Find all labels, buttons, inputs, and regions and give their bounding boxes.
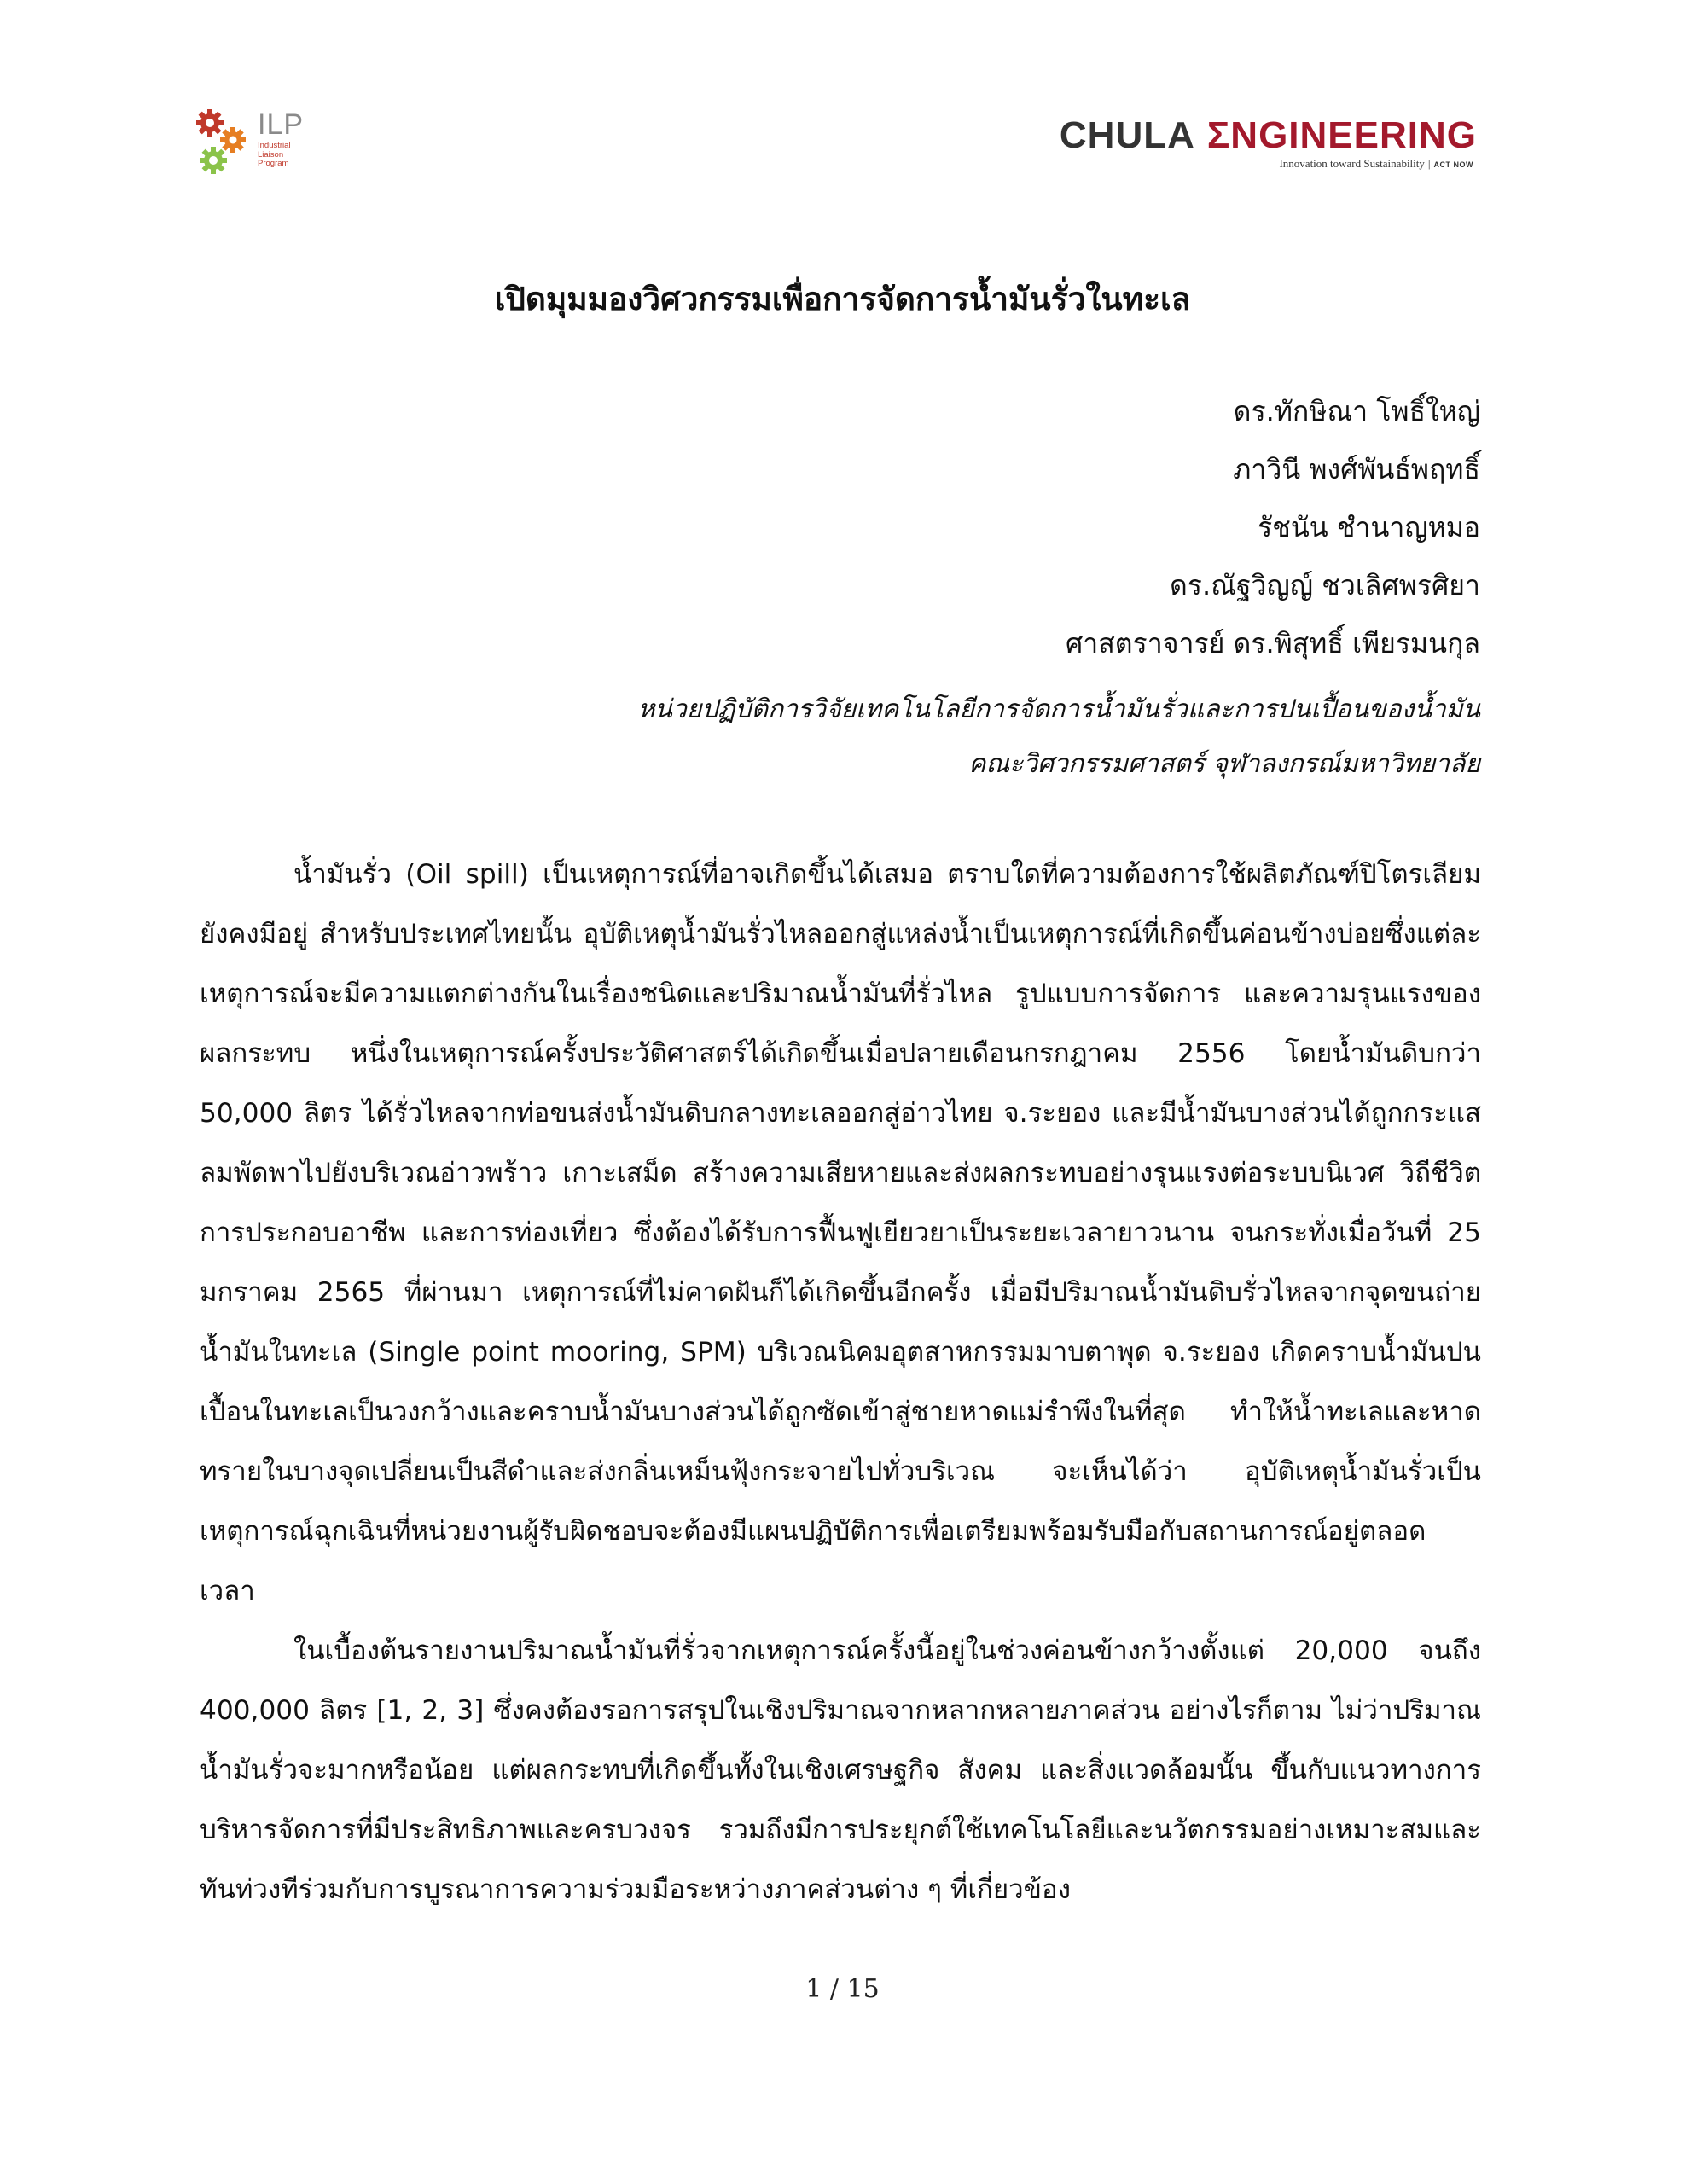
ilp-acronym: ILP [258, 108, 305, 141]
author-name: ศาสตราจารย์ ดร.พิสุทธิ์ เพียรมนกุล [1065, 627, 1480, 659]
tagline-separator: | [1427, 157, 1431, 170]
chula-word-part1: CHULA [1059, 114, 1195, 156]
chula-tagline [1016, 157, 1477, 171]
ilp-text [258, 109, 304, 169]
chula-wordmark [1016, 116, 1477, 155]
affiliation-line: คณะวิศวกรรมศาสตร์ จุฬาลงกรณ์มหาวิทยาลัย [968, 749, 1480, 779]
chula-engineering-logo [1016, 116, 1477, 176]
ilp-line: Industrial [258, 141, 291, 150]
author-name: ดร.ณัฐวิญญ์ ชวเลิศพรศิยา [1169, 569, 1480, 601]
affiliation-line: หน่วยปฏิบัติการวิจัยเทคโนโลยีการจัดการน้ำมันรั่วและการปนเปื้อนของน้ำมัน [637, 694, 1480, 724]
affiliation [638, 682, 1480, 792]
chula-word-part2: ΣNGINEERING [1206, 114, 1477, 156]
paragraph: ในเบื้องต้นรายงานปริมาณน้ำมันที่รั่วจากเหตุการณ์ครั้งนี้อยู่ในช่วงค่อนข้างกว้างตั้งแต่ 20,000 จนถึง 400,000 ลิตร [1, 2, 3] ซึ่งคงต้องรอการสรุปในเชิงปริมาณจากหลากหลายภาคส่วน อย่างไรก็ตาม ไม่ว่าปริมาณน้ำมันรั่วจะมากหรือน้อย แต่ผลกระทบที่เกิดขึ้นทั้งในเชิงเศรษฐกิจ สังคม และสิ่งแวดล้อมนั้น ขึ้นกับแนวทางการบริหารจัดการที่มีประสิทธิภาพและครบวงจร รวมถึงมีการประยุกต์ใช้เทคโนโลยีและนวัตกรรมอย่างเหมาะสมและทันท่วงทีร่วมกับการบูรณาการความร่วมมือระหว่างภาคส่วนต่าง ๆ ที่เกี่ยวข้อง [200, 1635, 1481, 1905]
ilp-line: Program [258, 159, 289, 168]
author-name: ดร.ทักษิณา โพธิ์ใหญ่ [1233, 395, 1480, 427]
author-name: ภาวินี พงศ์พันธ์พฤทธิ์ [1233, 453, 1480, 485]
ilp-full-name [258, 142, 304, 169]
document-title: เปิดมุมมองวิศวกรรมเพื่อการจัดการน้ำมันรั่วในทะเล [494, 281, 1191, 317]
act-now-badge: ACT NOW [1433, 160, 1473, 169]
page-number: 1 / 15 [805, 1974, 880, 2004]
tagline-text: Innovation toward Sustainability [1279, 157, 1425, 170]
ilp-line: Liaison [258, 149, 284, 160]
body-text [200, 845, 1481, 1920]
author-name: รัชนัน ชำนาญหมอ [1257, 511, 1480, 543]
gears-icon [195, 109, 254, 179]
ilp-logo [195, 109, 331, 179]
author-list [1066, 382, 1480, 672]
paragraph: น้ำมันรั่ว (Oil spill) เป็นเหตุการณ์ที่อาจเกิดขึ้นได้เสมอ ตราบใดที่ความต้องการใช้ผลิตภัณฑ์ปิโตรเลียมยังคงมีอยู่ สำหรับประเทศไทยนั้น อุบัติเหตุน้ำมันรั่วไหลออกสู่แหล่งน้ำเป็นเหตุการณ์ที่เกิดขึ้นค่อนข้างบ่อยซึ่งแต่ละเหตุการณ์จะมีความแตกต่างกันในเรื่องชนิดและปริมาณน้ำมันที่รั่วไหล รูปแบบการจัดการ และความรุนแรงของผลกระทบ หนึ่งในเหตุการณ์ครั้งประวัติศาสตร์ได้เกิดขึ้นเมื่อปลายเดือนกรกฎาคม 2556 โดยน้ำมันดิบกว่า 50,000 ลิตร ได้รั่วไหลจากท่อขนส่งน้ำมันดิบกลางทะเลออกสู่อ่าวไทย จ.ระยอง และมีน้ำมันบางส่วนได้ถูกกระแสลมพัดพาไปยังบริเวณอ่าวพร้าว เกาะเสม็ด สร้างความเสียหายและส่งผลกระทบอย่างรุนแรงต่อระบบนิเวศ วิถีชีวิต การประกอบอาชีพ และการท่องเที่ยว ซึ่งต้องได้รับการฟื้นฟูเยียวยาเป็นระยะเวลายาวนาน จนกระทั่งเมื่อวันที่ 25 มกราคม 2565 ที่ผ่านมา เหตุการณ์ที่ไม่คาดฝันก็ได้เกิดขึ้นอีกครั้ง เมื่อมีปริมาณน้ำมันดิบรั่วไหลจากจุดขนถ่ายน้ำมันในทะเล (Single point mooring, SPM) บริเวณนิคมอุตสาหกรรมมาบตาพุด จ.ระยอง เกิดคราบน้ำมันปนเปื้อนในทะเลเป็นวงกว้างและคราบน้ำมันบางส่วนได้ถูกซัดเข้าสู่ชายหาดแม่รำพึงในที่สุด ทำให้น้ำทะเลและหาดทรายในบางจุดเปลี่ยนเป็นสีดำและส่งกลิ่นเหม็นฟุ้งกระจายไปทั่วบริเวณ จะเห็นได้ว่า อุบัติเหตุน้ำมันรั่วเป็นเหตุการณ์ฉุกเฉินที่หน่วยงานผู้รับผิดชอบจะต้องมีแผนปฏิบัติการเพื่อเตรียมพร้อมรับมือกับสถานการณ์อยู่ตลอดเวลา [200, 859, 1481, 1606]
